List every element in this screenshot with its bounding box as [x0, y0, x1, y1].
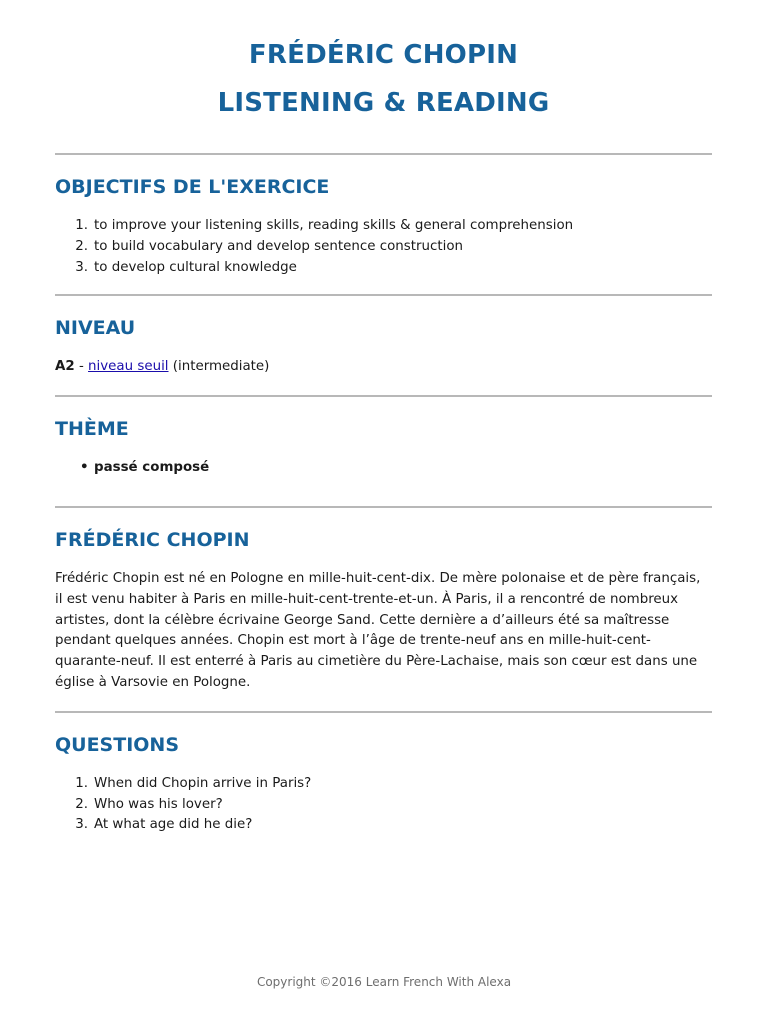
list-item — [55, 774, 712, 795]
reading-paragraph: Frédéric Chopin est né en Pologne en mille-huit-cent-dix. De mère polonaise et de père français, il est venu habiter à Paris en mille-huit-cent-trente-et-un. À Paris, il a rencontré de nombreux artistes, dont la célèbre écrivaine George Sand. Cette dernière a d’ailleurs été sa maîtresse pendant quelques années. Chopin est mort à l’âge de trente-neuf ans en mille-huit-cent-quarante-neuf. Il est enterré à Paris au cimetière du Père-Lachaise, mais son cœur est dans une église à Varsovie en Pologne. — [55, 570, 701, 690]
list-item — [55, 458, 712, 479]
section-divider — [55, 153, 712, 155]
list-item-text: to improve your listening skills, reading skills & general comprehension — [94, 218, 574, 233]
section-divider — [55, 711, 712, 713]
list-item — [55, 815, 712, 836]
list-item-text: Who was his lover? — [94, 796, 223, 812]
list-item-number: 1. — [75, 218, 88, 233]
document-title-line-1: FRÉDÉRIC CHOPIN — [248, 40, 519, 70]
footer-copyright: Copyright ©2016 Learn French With Alexa — [256, 975, 512, 989]
niveau-level: A2 — [55, 359, 75, 375]
niveau-line — [55, 357, 712, 378]
list-item-text: At what age did he die? — [94, 817, 253, 833]
questions-list — [55, 774, 712, 836]
reading-heading: FRÉDÉRIC CHOPIN — [55, 528, 250, 551]
questions-heading: QUESTIONS — [55, 733, 180, 756]
bullet-icon: • — [80, 460, 89, 476]
objectifs-heading: OBJECTIFS DE L'EXERCICE — [55, 176, 330, 198]
list-item-number: 2. — [75, 796, 88, 812]
list-item-number: 2. — [75, 238, 88, 254]
document-title-line-2: LISTENING & READING — [217, 88, 550, 118]
list-item-number: 3. — [75, 817, 88, 833]
niveau-separator: - — [74, 359, 89, 375]
list-item-number: 3. — [75, 259, 88, 275]
section-divider — [55, 506, 712, 508]
section-divider — [55, 294, 712, 296]
list-item-number: 1. — [75, 775, 88, 791]
theme-list — [55, 458, 712, 479]
list-item — [55, 258, 712, 279]
list-item-text: passé composé — [94, 460, 210, 476]
list-item-text: to develop cultural knowledge — [94, 259, 297, 275]
list-item — [55, 795, 712, 816]
list-item-text: When did Chopin arrive in Paris? — [94, 775, 312, 791]
document-page — [55, 0, 712, 836]
section-divider — [55, 395, 712, 397]
niveau-seuil-link[interactable]: niveau seuil — [88, 359, 169, 375]
theme-heading: THÈME — [55, 418, 129, 441]
list-item-text: to build vocabulary and develop sentence construction — [94, 238, 463, 254]
objectifs-list — [55, 216, 712, 278]
list-item — [55, 216, 712, 237]
niveau-heading: NIVEAU — [55, 317, 136, 340]
document-title — [55, 0, 712, 127]
niveau-suffix: (intermediate) — [168, 359, 270, 375]
list-item — [55, 237, 712, 258]
